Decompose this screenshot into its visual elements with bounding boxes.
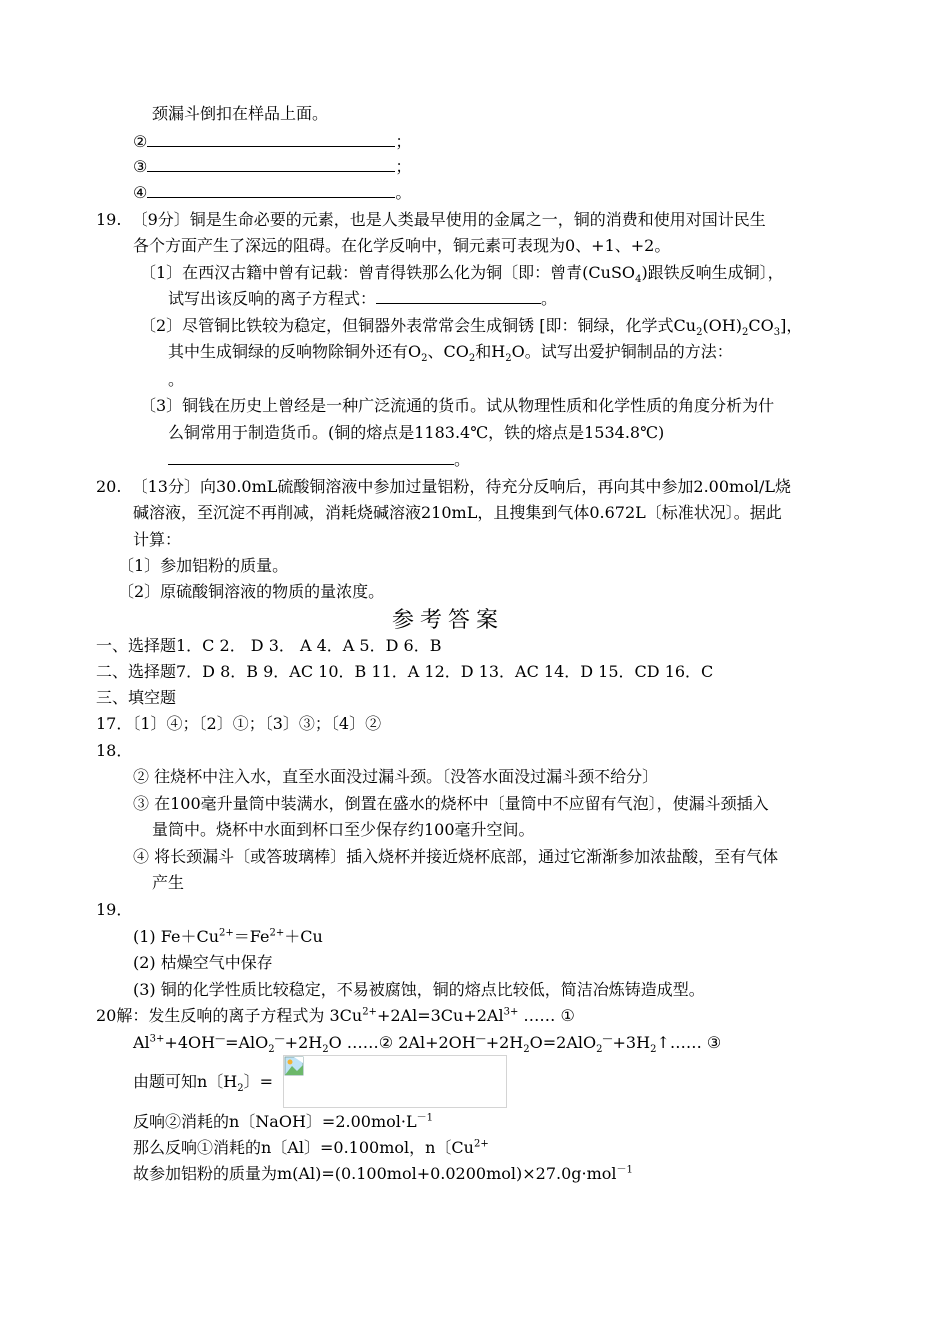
text: 那么反响①消耗的n〔Al〕=0.100mol，n〔Cu: [133, 1138, 474, 1157]
q18-line-0: [152, 104, 328, 126]
text: 量筒中。烧杯中水面到杯口至少保存约100毫升空间。: [152, 820, 535, 839]
q19-part3-c: [168, 450, 470, 472]
text: ]，: [780, 316, 803, 335]
sup: －1: [616, 1164, 633, 1176]
question-number: 20.: [96, 477, 122, 496]
text: 〔3〕铜钱在历史上曾经是一种广泛流通的货币。试从物理性质和化学性质的角度分析为什: [140, 396, 775, 415]
text: Al: [133, 1033, 150, 1052]
text: +2Al=3Cu+2Al: [376, 1006, 504, 1025]
punct: 。: [168, 370, 185, 389]
sup: 2+: [219, 927, 234, 939]
text: (2) 枯燥空气中保存: [133, 953, 273, 972]
answer-line-1: [96, 636, 441, 658]
answer-18-4a: [133, 847, 778, 869]
q20-text: 碱溶液，至沉淀不再削减，消耗烧碱溶液210mL，且搜集到气体0.672L〔标准状况〕。据此: [133, 503, 782, 522]
answer-19-3: [133, 980, 705, 1002]
sup: 2+: [362, 1006, 377, 1018]
text: (OH): [702, 316, 742, 335]
q20-line-1: [96, 477, 791, 499]
text: 和H: [475, 342, 506, 361]
sub: 2: [523, 1044, 530, 1056]
sub: 2: [237, 1083, 244, 1095]
q18-label-3: ③: [133, 157, 148, 176]
sub: 2: [650, 1044, 657, 1056]
answer-blank[interactable]: [376, 289, 541, 304]
q20-text: 〔1〕参加铝粉的质量。: [118, 556, 289, 575]
text: ③ 在100毫升量筒中装满水，倒置在盛水的烧杯中〔量筒中不应留有气泡〕，使漏斗颈插入: [133, 794, 769, 813]
broken-image-icon: [284, 1056, 304, 1076]
q19-part3-b: [168, 423, 664, 445]
punct: ；: [395, 157, 412, 176]
q18-blank-3: [133, 157, 411, 179]
text: 、CO: [427, 342, 469, 361]
sub: 2: [268, 1044, 275, 1056]
q19-part3-a: [140, 396, 774, 418]
q19-line-1: [96, 210, 766, 232]
answer-20-3: [133, 1072, 273, 1094]
text: 二、选择题7．D 8．B 9．AC 10．B 11．A 12．D 13．AC 14．D 15．CD 16．C: [96, 662, 714, 681]
answer-20-1: [96, 1006, 575, 1028]
text: 17．〔1〕④；〔2〕①；〔3〕③；〔4〕②: [96, 714, 382, 733]
answer-19-1: [133, 927, 323, 949]
q18-label-4: ④: [133, 183, 148, 202]
text: ＋Cu: [284, 927, 323, 946]
text: (3) 铜的化学性质比较稳定，不易被腐蚀，铜的熔点比较低，简洁冶炼铸造成型。: [133, 980, 705, 999]
text: +3H: [612, 1033, 651, 1052]
q18-blank-4: [133, 183, 411, 205]
sup: －1: [416, 1112, 433, 1124]
text: 19．: [96, 900, 133, 919]
sup: —: [602, 1033, 613, 1045]
sub: 2: [421, 353, 428, 365]
q19-part2-a: [140, 316, 802, 338]
text: +2H: [284, 1033, 323, 1052]
answer-19: [96, 900, 132, 922]
sup: 2+: [269, 927, 285, 939]
text: ＝Fe: [233, 927, 270, 946]
text: +4OH: [164, 1033, 216, 1052]
punct: 。: [454, 450, 471, 469]
answer-17: [96, 714, 381, 736]
sub: 3: [773, 327, 781, 339]
q20-sub-2: [118, 582, 384, 604]
q18-label-2: ②: [133, 132, 148, 151]
q20-text: 〔2〕原硫酸铜溶液的物质的量浓度。: [118, 582, 385, 601]
text: )跟铁反响生成铜〕，: [641, 263, 784, 282]
q19-part1-a: [140, 263, 784, 285]
text: ② 往烧杯中注入水，直至水面没过漏斗颈。〔没答水面没过漏斗颈不给分〕: [133, 767, 659, 786]
text: 故参加铝粉的质量为m(Al)=(0.100mol+0.0200mol)×27.0g·mol: [133, 1164, 617, 1183]
answer-blank[interactable]: [147, 132, 395, 147]
sub: 2: [322, 1044, 329, 1056]
text: 由题可知n〔H: [133, 1072, 238, 1091]
text: 一、选择题1．C 2． D 3． A 4．A 5．D 6．B: [96, 636, 442, 655]
q20-line-2: [133, 503, 782, 525]
q19-line-2: [133, 236, 670, 258]
answer-line-3: [96, 688, 176, 710]
question-number: 19.: [96, 210, 122, 229]
text: ↑…… ③: [656, 1033, 722, 1052]
text: 20解：发生反响的离子方程式为 3Cu: [96, 1006, 363, 1025]
formula-image-placeholder: [283, 1055, 507, 1108]
answer-line-2: [96, 662, 713, 684]
q18-blank-2: [133, 132, 411, 154]
text: =AlO: [225, 1033, 269, 1052]
sup: —: [475, 1033, 486, 1045]
sub: 2: [468, 353, 476, 365]
text: 么铜常用于制造货币。(铜的熔点是1183.4℃，铁的熔点是1534.8℃): [168, 423, 665, 442]
sub: 2: [742, 327, 749, 339]
answer-blank[interactable]: [147, 157, 395, 172]
text: (1) Fe＋Cu: [133, 927, 219, 946]
q19-text: 〔9分〕铜是生命必要的元素，也是人类最早使用的金属之一，铜的消费和使用对国计民生: [131, 210, 766, 229]
q18-text: 颈漏斗倒扣在样品上面。: [152, 104, 329, 123]
text: O。试写出爱护铜制品的方法：: [511, 342, 733, 361]
answer-19-2: [133, 953, 273, 975]
sup: 3+: [503, 1006, 519, 1018]
text: 18．: [96, 741, 133, 760]
punct: ；: [395, 132, 412, 151]
q19-part1-b: [168, 289, 557, 311]
text: 其中生成铜绿的反响物除铜外还有O: [168, 342, 422, 361]
answer-20-4: [133, 1112, 433, 1134]
title-text: 参考答案: [392, 608, 505, 633]
q19-part2-b: [168, 342, 733, 364]
answer-18: [96, 741, 132, 763]
sub: 2: [505, 353, 512, 365]
text: CO: [748, 316, 774, 335]
text: 三、填空题: [96, 688, 177, 707]
answer-20-6: [133, 1164, 633, 1186]
q19-part2-c: [168, 370, 184, 392]
text: 反响②消耗的n〔NaOH〕=2.00mol·L: [133, 1112, 417, 1131]
text: 试写出该反响的离子方程式：: [168, 289, 377, 308]
answer-18-3b: [152, 820, 535, 842]
text: O=2AlO: [529, 1033, 597, 1052]
punct: 。: [395, 183, 412, 202]
text: O ……② 2Al+2OH: [328, 1033, 476, 1052]
q19-text: 各个方面产生了深远的阻碍。在化学反响中，铜元素可表现为0、+1、+2。: [133, 236, 671, 255]
text: +2H: [485, 1033, 524, 1052]
sup: —: [274, 1033, 285, 1045]
text: 产生: [152, 873, 185, 892]
sup: —: [215, 1033, 226, 1045]
q20-line-3: [133, 530, 181, 552]
answer-18-4b: [152, 873, 184, 895]
text: 〔2〕尽管铜比铁较为稳定，但铜器外表常常会生成铜锈 [即：铜绿，化学式Cu: [140, 316, 697, 335]
sub: 2: [596, 1044, 603, 1056]
q20-text: 〔13分〕向30.0mL硫酸铜溶液中参加过量铝粉，待充分反响后，再向其中参加2.00mol/L烧: [131, 477, 791, 496]
answer-20-5: [133, 1138, 489, 1160]
text: 〕=: [243, 1072, 274, 1091]
answer-18-2: [133, 767, 658, 789]
answer-blank[interactable]: [147, 183, 395, 198]
punct: 。: [541, 289, 558, 308]
answer-18-3a: [133, 794, 769, 816]
q20-text: 计算：: [133, 530, 182, 549]
answer-20-2: [133, 1033, 721, 1055]
answer-blank[interactable]: [168, 450, 454, 465]
sup: 2+: [473, 1138, 489, 1150]
text: …… ①: [518, 1006, 575, 1025]
sub: 4: [635, 274, 642, 286]
text: ④ 将长颈漏斗〔或答玻璃棒〕插入烧杯并接近烧杯底部，通过它渐渐参加浓盐酸，至有气体: [133, 847, 779, 866]
answers-title: [392, 608, 504, 634]
text: 〔1〕在西汉古籍中曾有记载：曾青得铁那么化为铜〔即：曾青(CuSO: [140, 263, 636, 282]
sup: 3+: [149, 1033, 165, 1045]
sub: 2: [696, 327, 703, 339]
q20-sub-1: [118, 556, 288, 578]
